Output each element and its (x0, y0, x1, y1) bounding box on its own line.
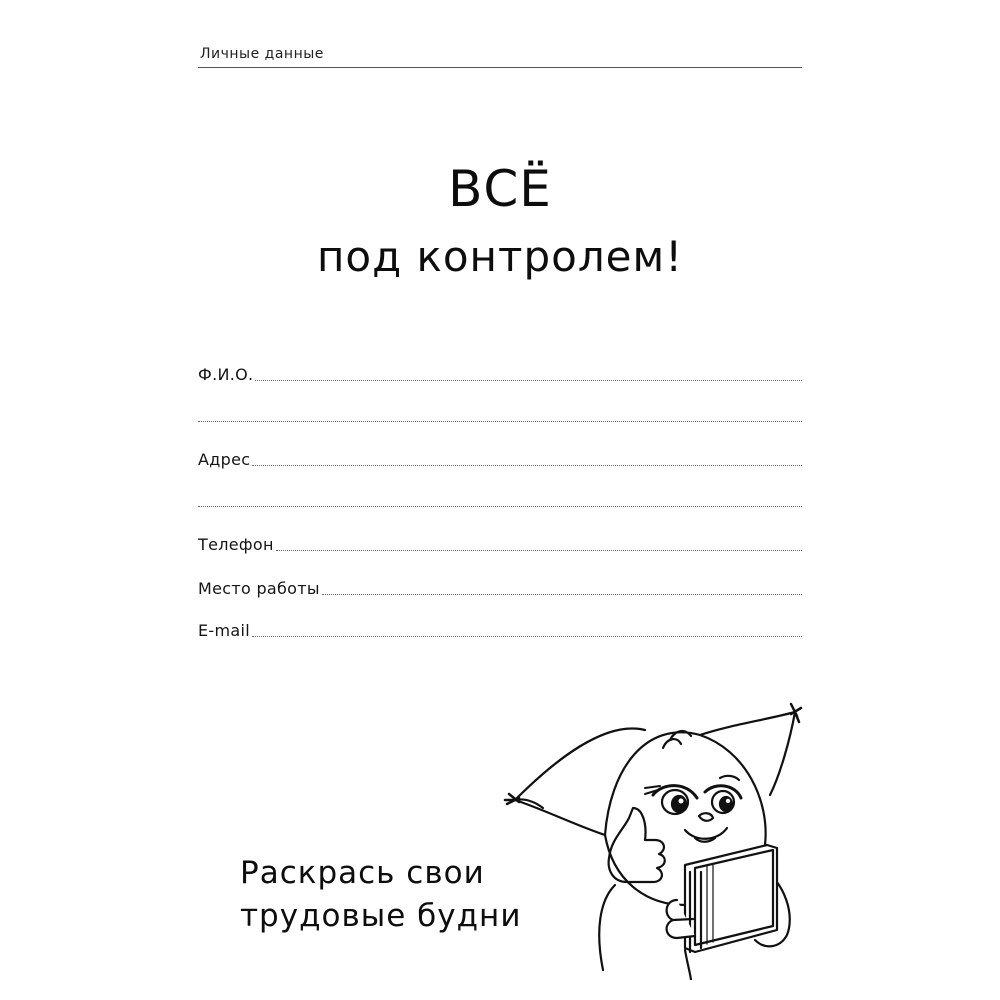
address-line (252, 465, 802, 466)
email-line (252, 636, 802, 637)
phone-field[interactable] (198, 530, 802, 554)
workplace-field[interactable] (198, 574, 802, 598)
address-extra-line[interactable] (198, 506, 802, 507)
address-field[interactable] (198, 445, 802, 469)
slogan-line1: Раскрась свои (240, 855, 485, 891)
fio-line (255, 380, 802, 381)
phone-label: Телефон (198, 535, 274, 554)
section-label: Личные данные (200, 46, 324, 62)
email-field[interactable] (198, 616, 802, 640)
slogan-line2: трудовые будни (240, 898, 522, 934)
email-label: E-mail (198, 621, 250, 640)
fio-field[interactable] (198, 360, 802, 384)
mascot-holding-books-icon (495, 690, 815, 980)
phone-line (276, 550, 802, 551)
page-title-line2: под контролем! (316, 232, 684, 281)
fio-extra-line[interactable] (198, 421, 802, 422)
address-label: Адрес (198, 450, 251, 469)
fio-label: Ф.И.О. (198, 365, 254, 384)
header-divider (198, 67, 802, 68)
page-title-line1: ВСЁ (448, 160, 552, 218)
workplace-line (322, 594, 802, 595)
workplace-label: Место работы (198, 579, 320, 598)
